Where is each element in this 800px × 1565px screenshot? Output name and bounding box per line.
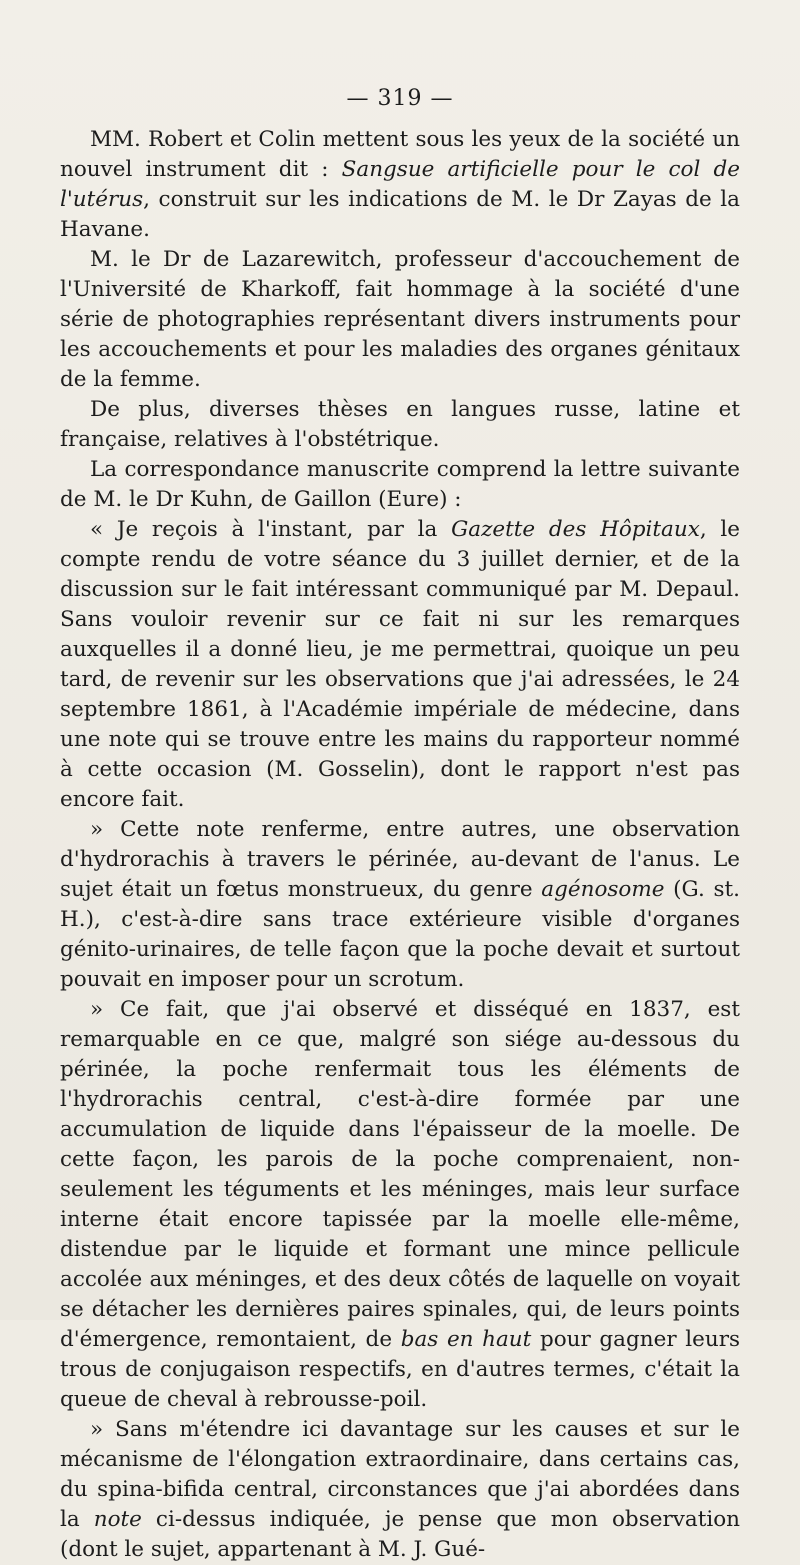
italic-text: Gazette des Hôpitaux — [451, 517, 700, 542]
italic-text: agénosome — [541, 877, 665, 902]
text-run: , le compte rendu de votre séance du 3 juillet dernier, et de la discussion sur le fait intéressant communiqué par M. Depaul. Sans vouloir revenir sur ce fait ni sur les remarques auxquelles il a donné lieu, je me permettrai, quoique un peu tard, de revenir sur les observations que j'ai adressées, le 24 septembre 1861, à l'Académie impériale de médecine, dans une note qui se trouve entre les mains du rapporteur nommé à cette occasion (M. Gosselin), dont le rapport n'est pas encore fait. — [60, 517, 740, 812]
text-run: (G. st. H.), c'est-à-dire sans trace extérieure visible d'organes génito-urinaires, de telle façon que la poche devait et surtout pouvait en imposer pour un scrotum. — [60, 877, 740, 992]
text-run: pour gagner leurs trous de conjugaison respectifs, en d'autres termes, c'était la queue de cheval à rebrousse-poil. — [60, 1327, 741, 1412]
paragraph — [60, 455, 740, 515]
text-run: M. le Dr de Lazarewitch, professeur d'accouchement de l'Université de Kharkoff, fait hommage à la société d'une série de photographies représentant divers instruments pour les accouchements et pour les maladies des organes génitaux de la femme. — [60, 247, 740, 392]
text-run: La correspondance manuscrite comprend la lettre suivante de M. le Dr Kuhn, de Gaillon (Eure) : — [60, 457, 740, 512]
paragraph — [60, 125, 740, 245]
italic-text: note — [93, 1507, 142, 1532]
text-run: « Je reçois à l'instant, par la — [90, 517, 452, 542]
text-run: MM. Robert et Colin mettent sous les yeux de la société un nouvel instrument dit : — [60, 127, 740, 182]
paragraph — [60, 395, 740, 455]
text-run: » Ce fait, que j'ai observé et disséqué en 1837, est remarquable en ce que, malgré son siége au-dessous du périnée, la poche renfermait tous les éléments de l'hydrorachis central, c'est-à-dire formée par une accumulation de liquide dans l'épaisseur de la moelle. De cette façon, les parois de la poche comprenaient, non-seulement les téguments et les méninges, mais leur surface interne était encore tapissée par la moelle elle-même, distendue par le liquide et formant une mince pellicule accolée aux méninges, et des deux côtés de laquelle on voyait se détacher les dernières paires spinales, qui, de leurs points d'émergence, remontaient, de — [60, 997, 740, 1352]
text-run: » Sans m'étendre ici davantage sur les causes et sur le mécanisme de l'élongation extraordinaire, dans certains cas, du spina-bifida central, circonstances que j'ai abordées dans la — [60, 1417, 740, 1532]
text-run: De plus, diverses thèses en langues russe, latine et française, relatives à l'obstétrique. — [60, 397, 740, 452]
text-run: » Cette note renferme, entre autres, une observation d'hydrorachis à travers le périnée, au-devant de l'anus. Le sujet était un fœtus monstrueux, du genre — [60, 817, 740, 902]
paragraph — [60, 515, 740, 815]
paragraph — [60, 815, 740, 995]
italic-text: bas en haut — [400, 1327, 532, 1352]
paragraph — [60, 995, 740, 1415]
paragraph — [60, 245, 740, 395]
text-run: , construit sur les indications de M. le Dr Zayas de la Havane. — [60, 187, 740, 242]
italic-text: Sangsue artificielle pour le col de l'utérus — [60, 157, 741, 212]
page-number: — 319 — — [346, 86, 454, 111]
text-run: ci-dessus indiquée, je pense que mon observation (dont le sujet, appartenant à M. J. Gué- — [60, 1507, 740, 1562]
body-text — [60, 125, 740, 1565]
paragraph — [60, 1415, 740, 1565]
